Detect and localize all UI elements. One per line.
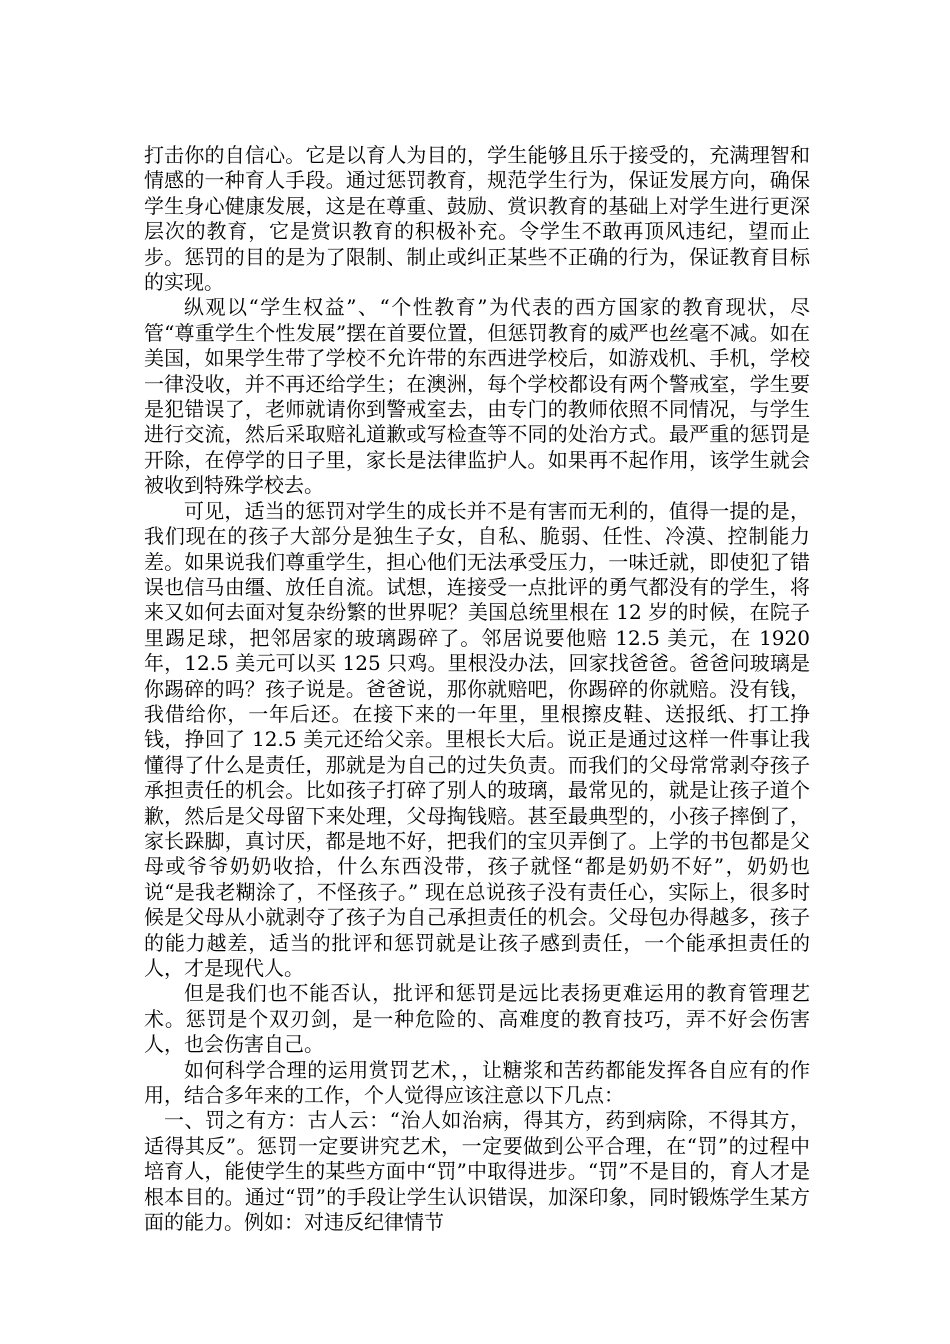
paragraph-1: 打击你的自信心。它是以育人为目的，学生能够且乐于接受的，充满理智和情感的一种育人手段。通过惩罚教育，规范学生行为，保证发展方向，确保学生身心健康发展，这是在尊重、鼓励、赏识教育的基础上对学生进行更深层次的教育，它是赏识教育的积极补充。令学生不敢再顶风违纪，望而止步。惩罚的目的是为了限制、制止或纠正某些不正确的行为，保证教育目标的实现。 <box>144 143 810 295</box>
paragraph-4: 但是我们也不能否认，批评和惩罚是远比表扬更难运用的教育管理艺术。惩罚是个双刃剑，是一种危险的、高难度的教育技巧，弄不好会伤害人，也会伤害自己。 <box>144 981 810 1057</box>
paragraph-3: 可见，适当的惩罚对学生的成长并不是有害而无利的，值得一提的是，我们现在的孩子大部分是独生子女，自私、脆弱、任性、冷漠、控制能力差。如果说我们尊重学生，担心他们无法承受压力，一味迁就，即使犯了错误也信马由缰、放任自流。试想，连接受一点批评的勇气都没有的学生，将来又如何去面对复杂纷繁的世界呢？美国总统里根在 12 岁的时候，在院子里踢足球，把邻居家的玻璃踢碎了。邻居说要他赔 12.5 美元，在 1920 年，12.5 美元可以买 125 只鸡。里根没办法，回家找爸爸。爸爸问玻璃是你踢碎的吗？孩子说是。爸爸说，那你就赔吧，你踢碎的你就赔。没有钱，我借给你，一年后还。在接下来的一年里，里根擦皮鞋、送报纸、打工挣钱，挣回了 12.5 美元还给父亲。里根长大后。说正是通过这样一件事让我懂得了什么是责任，那就是为自己的过失负责。而我们的父母常常剥夺孩子承担责任的机会。比如孩子打碎了别人的玻璃，最常见的，就是让孩子道个歉，然后是父母留下来处理，父母掏钱赔。甚至最典型的，小孩子摔倒了，家长跺脚，真讨厌，都是地不好，把我们的宝贝弄倒了。上学的书包都是父母或爷爷奶奶收拾，什么东西没带，孩子就怪“都是奶奶不好”，奶奶也说“是我老糊涂了，不怪孩子。” 现在总说孩子没有责任心，实际上，很多时候是父母从小就剥夺了孩子为自己承担责任的机会。父母包办得越多，孩子的能力越差，适当的批评和惩罚就是让孩子感到责任，一个能承担责任的人，才是现代人。 <box>144 498 810 980</box>
paragraph-2: 纵观以“学生权益”、“个性教育”为代表的西方国家的教育现状，尽管“尊重学生个性发展”摆在首要位置，但惩罚教育的威严也丝毫不减。如在美国，如果学生带了学校不允许带的东西进学校后，如游戏机、手机，学校一律没收，并不再还给学生；在澳洲，每个学校都设有两个警戒室，学生要是犯错误了，老师就请你到警戒室去，由专门的教师依照不同情况，与学生进行交流，然后采取赔礼道歉或写检查等不同的处治方式。最严重的惩罚是开除，在停学的日子里，家长是法律监护人。如果再不起作用，该学生就会被收到特殊学校去。 <box>144 295 810 498</box>
paragraph-6: 一、罚之有方：古人云：“治人如治病，得其方，药到病除，不得其方，适得其反”。惩罚一定要讲究艺术，一定要做到公平合理，在“罚”的过程中培育人，能使学生的某些方面中“罚”中取得进步。“罚”不是目的，育人才是根本目的。通过“罚”的手段让学生认识错误，加深印象，同时锻炼学生某方面的能力。例如：对违反纪律情节 <box>144 1108 810 1235</box>
paragraph-5: 如何科学合理的运用赏罚艺术，，让糖浆和苦药都能发挥各自应有的作用，结合多年来的工作，个人觉得应该注意以下几点： <box>144 1057 810 1108</box>
document-body <box>144 143 810 1235</box>
